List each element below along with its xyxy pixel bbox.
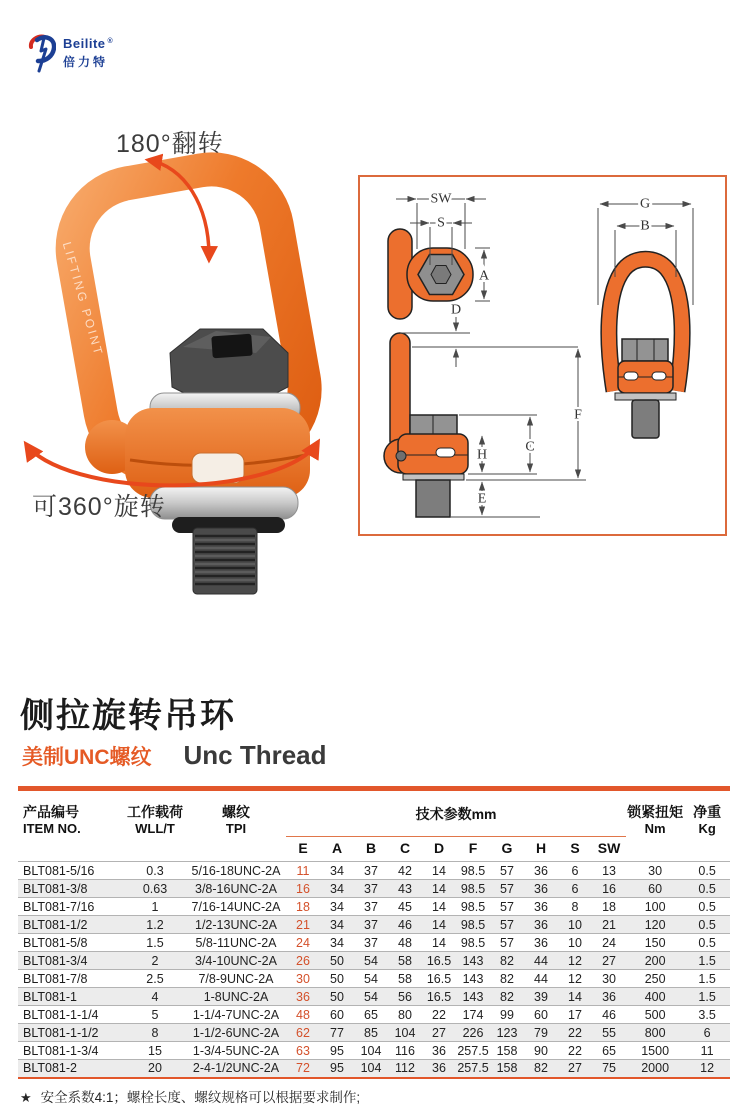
cell-kg: 3.5 — [698, 1007, 716, 1022]
table-row — [18, 952, 730, 970]
cell-d: 14 — [432, 863, 446, 878]
rotate-360-label: 可360°旋转 — [32, 493, 166, 521]
cell-kg: 11 — [700, 1043, 714, 1058]
cell-sw: 30 — [602, 971, 617, 986]
cell-g: 82 — [500, 989, 514, 1004]
cell-kg: 0.5 — [698, 917, 716, 932]
header-col-g: G — [501, 840, 513, 856]
cell-e: 62 — [296, 1025, 310, 1040]
cell-a: 50 — [330, 971, 344, 986]
cell-f: 98.5 — [460, 935, 486, 950]
table-row — [18, 1042, 730, 1060]
cell-c: 46 — [398, 917, 412, 932]
cell-sw: 13 — [602, 863, 617, 878]
table-row — [18, 1006, 730, 1024]
cell-g: 158 — [496, 1043, 518, 1058]
cell-a: 60 — [330, 1007, 344, 1022]
spec-table — [18, 795, 730, 1079]
cell-e: 26 — [296, 953, 310, 968]
cell-c: 104 — [394, 1025, 416, 1040]
cell-kg: 12 — [700, 1061, 715, 1076]
cell-s: 12 — [568, 971, 582, 986]
cell-sw: 21 — [602, 917, 617, 932]
cell-f: 98.5 — [460, 863, 486, 878]
cell-h: 90 — [534, 1043, 548, 1058]
cell-item-no: BLT081-1 — [23, 989, 77, 1004]
cell-s: 8 — [571, 899, 579, 914]
dimension-diagram — [360, 177, 725, 534]
table-header — [18, 795, 730, 862]
cell-item-no: BLT081-7/8 — [23, 971, 88, 986]
cell-g: 123 — [496, 1025, 518, 1040]
table-row — [18, 970, 730, 988]
threaded-stud — [193, 528, 257, 594]
cell-f: 143 — [462, 989, 484, 1004]
cell-tpi: 1-1/2-6UNC-2A — [192, 1025, 280, 1040]
cell-d: 14 — [432, 899, 446, 914]
cell-b: 104 — [360, 1043, 382, 1058]
thread-standard-en: Unc Thread — [183, 740, 327, 770]
header-wll: 工作载荷 WLL/T — [127, 804, 183, 836]
cell-nm: 100 — [644, 899, 666, 914]
cell-d: 14 — [432, 935, 446, 950]
cell-nm: 120 — [644, 917, 666, 932]
cell-wll: 1.5 — [146, 935, 164, 950]
cell-kg: 0.5 — [698, 881, 716, 896]
cell-s: 6 — [571, 863, 579, 878]
cell-sw: 65 — [602, 1043, 617, 1058]
cell-sw: 55 — [602, 1025, 617, 1040]
cell-g: 82 — [500, 971, 514, 986]
cell-a: 50 — [330, 989, 344, 1004]
footnote-text: 安全系数4:1；螺栓长度、螺纹规格可以根据要求制作; — [40, 1090, 361, 1105]
thread-standard-zh: 美制UNC螺纹 — [22, 746, 152, 769]
cell-g: 57 — [500, 881, 514, 896]
flip-180-label: 180°翻转 — [116, 130, 224, 158]
cell-f: 143 — [462, 953, 484, 968]
cell-tpi: 3/4-10UNC-2A — [195, 953, 277, 968]
cell-s: 10 — [568, 935, 582, 950]
cell-f: 226 — [462, 1025, 484, 1040]
cell-b: 65 — [364, 1007, 378, 1022]
cell-d: 16.5 — [426, 971, 452, 986]
table-row — [18, 1024, 730, 1042]
dim-label-e: E — [477, 491, 487, 507]
cell-f: 98.5 — [460, 917, 486, 932]
cell-e: 63 — [296, 1043, 310, 1058]
cell-s: 12 — [568, 953, 582, 968]
cell-h: 79 — [534, 1025, 548, 1040]
header-weight: 净重 Kg — [693, 804, 722, 836]
cell-wll: 5 — [151, 1007, 159, 1022]
side-view — [384, 333, 468, 517]
table-row — [18, 880, 730, 898]
header-col-s: S — [570, 840, 580, 856]
table-row — [18, 1060, 730, 1078]
cell-nm: 30 — [648, 863, 663, 878]
table-row — [18, 988, 730, 1006]
cell-b: 54 — [364, 989, 378, 1004]
front-view — [609, 259, 682, 438]
cell-s: 27 — [568, 1061, 582, 1076]
cell-s: 14 — [568, 989, 582, 1004]
cell-nm: 1500 — [641, 1043, 670, 1058]
cell-h: 44 — [534, 971, 548, 986]
cell-wll: 4 — [151, 989, 159, 1004]
dim-label-s: S — [437, 215, 445, 231]
product-photo — [20, 135, 360, 605]
brand-name-zh: 倍力特 — [63, 55, 109, 69]
cell-tpi: 7/8-9UNC-2A — [198, 971, 274, 986]
cell-f: 143 — [462, 971, 484, 986]
cell-b: 104 — [360, 1061, 382, 1076]
cell-a: 34 — [330, 935, 344, 950]
cell-kg: 0.5 — [698, 899, 716, 914]
cell-sw: 24 — [602, 935, 617, 950]
cell-f: 98.5 — [460, 899, 486, 914]
cell-d: 36 — [432, 1061, 446, 1076]
cell-c: 45 — [398, 899, 412, 914]
header-col-b: B — [365, 840, 377, 856]
cell-item-no: BLT081-7/16 — [23, 899, 95, 914]
header-tpi: 螺纹 TPI — [222, 804, 250, 836]
footnote — [20, 1086, 360, 1106]
cell-b: 54 — [364, 953, 378, 968]
header-tech-params: 技术参数mm — [286, 795, 626, 837]
cell-h: 82 — [534, 1061, 548, 1076]
cell-nm: 500 — [644, 1007, 666, 1022]
cell-item-no: BLT081-1-1/4 — [23, 1007, 99, 1022]
cell-tpi: 7/16-14UNC-2A — [191, 899, 281, 914]
dimension-diagram-box — [358, 175, 727, 536]
cell-tpi: 2-4-1/2UNC-2A — [192, 1061, 280, 1076]
cell-d: 22 — [432, 1007, 446, 1022]
header-item-no: 产品编号 ITEM NO. — [23, 804, 81, 836]
cell-kg: 1.5 — [698, 989, 716, 1004]
cell-item-no: BLT081-5/8 — [23, 935, 88, 950]
dim-label-a: A — [478, 268, 490, 284]
table-row — [18, 916, 730, 934]
table-row — [18, 934, 730, 952]
cell-sw: 36 — [602, 989, 617, 1004]
cell-b: 54 — [364, 971, 378, 986]
cell-item-no: BLT081-2 — [23, 1061, 77, 1076]
registered-mark: ® — [107, 37, 114, 45]
cell-s: 17 — [568, 1007, 582, 1022]
table-body — [18, 862, 730, 1078]
cell-tpi: 1-8UNC-2A — [203, 989, 269, 1004]
cell-e: 48 — [296, 1007, 310, 1022]
star-icon: ★ — [20, 1090, 32, 1105]
cell-b: 37 — [364, 863, 378, 878]
cell-nm: 60 — [648, 881, 663, 896]
cell-sw: 18 — [602, 899, 617, 914]
cell-item-no: BLT081-1/2 — [23, 917, 88, 932]
table-row — [18, 898, 730, 916]
cell-c: 42 — [398, 863, 412, 878]
cell-item-no: BLT081-3/4 — [23, 953, 88, 968]
cell-sw: 75 — [602, 1061, 617, 1076]
cell-nm: 800 — [644, 1025, 666, 1040]
cell-sw: 16 — [602, 881, 617, 896]
cell-f: 98.5 — [460, 881, 486, 896]
dim-label-b: B — [640, 218, 650, 234]
cell-c: 56 — [398, 989, 412, 1004]
cell-h: 60 — [534, 1007, 548, 1022]
header-col-a: A — [331, 840, 343, 856]
cell-s: 22 — [568, 1025, 582, 1040]
cell-a: 34 — [330, 863, 344, 878]
header-col-c: C — [399, 840, 411, 856]
header-col-sw: SW — [597, 840, 621, 856]
cell-sw: 46 — [602, 1007, 617, 1022]
cell-item-no: BLT081-5/16 — [23, 863, 95, 878]
cell-h: 39 — [534, 989, 548, 1004]
cell-nm: 400 — [644, 989, 666, 1004]
dim-label-d: D — [450, 302, 462, 318]
cell-b: 85 — [364, 1025, 378, 1040]
cell-f: 257.5 — [457, 1061, 489, 1076]
header-col-f: F — [468, 840, 478, 856]
cell-d: 16.5 — [426, 989, 452, 1004]
cell-b: 37 — [364, 935, 378, 950]
cell-wll: 15 — [148, 1043, 162, 1058]
cell-s: 6 — [571, 881, 579, 896]
cell-a: 95 — [330, 1061, 344, 1076]
cell-g: 57 — [500, 863, 514, 878]
cell-kg: 0.5 — [698, 863, 716, 878]
cell-c: 58 — [398, 971, 412, 986]
dim-label-sw: SW — [430, 191, 452, 207]
cell-wll: 2 — [151, 953, 159, 968]
cell-tpi: 1/2-13UNC-2A — [195, 917, 277, 932]
cell-c: 58 — [398, 953, 412, 968]
cell-a: 95 — [330, 1043, 344, 1058]
cell-kg: 0.5 — [698, 935, 716, 950]
cell-d: 14 — [432, 917, 446, 932]
cell-kg: 6 — [703, 1025, 711, 1040]
cell-nm: 150 — [644, 935, 666, 950]
dim-label-g: G — [639, 196, 651, 212]
cell-h: 36 — [534, 863, 548, 878]
cell-a: 50 — [330, 953, 344, 968]
cell-e: 72 — [296, 1061, 310, 1076]
header-torque: 锁紧扭矩 Nm — [627, 804, 684, 836]
cell-a: 34 — [330, 881, 344, 896]
cell-g: 57 — [500, 917, 514, 932]
table-row — [18, 862, 730, 880]
cell-s: 22 — [568, 1043, 582, 1058]
header-col-h: H — [535, 840, 547, 856]
cell-f: 174 — [462, 1007, 484, 1022]
brand-name: Beilite ® — [63, 36, 114, 51]
cell-item-no: BLT081-3/8 — [23, 881, 88, 896]
accent-rule — [18, 786, 730, 791]
cell-d: 14 — [432, 881, 446, 896]
cell-h: 36 — [534, 899, 548, 914]
cell-wll: 0.63 — [142, 881, 168, 896]
header-col-e: E — [298, 840, 308, 856]
ring-embossed-text: LIFTING POINT — [59, 240, 106, 359]
cell-wll: 0.3 — [146, 863, 164, 878]
cell-g: 57 — [500, 899, 514, 914]
cell-c: 48 — [398, 935, 412, 950]
cell-item-no: BLT081-1-3/4 — [23, 1043, 99, 1058]
cell-wll: 8 — [151, 1025, 159, 1040]
cell-b: 37 — [364, 917, 378, 932]
cell-wll: 1.2 — [146, 917, 164, 932]
cell-tpi: 5/16-18UNC-2A — [191, 863, 281, 878]
cell-tpi: 3/8-16UNC-2A — [195, 881, 277, 896]
cell-tpi: 5/8-11UNC-2A — [195, 935, 277, 950]
brand-logo-icon — [26, 32, 56, 74]
cell-a: 77 — [330, 1025, 344, 1040]
lower-washer — [150, 487, 298, 519]
cell-s: 10 — [568, 917, 582, 932]
cell-a: 34 — [330, 917, 344, 932]
hex-bolt-head — [170, 329, 288, 401]
cell-b: 37 — [364, 899, 378, 914]
cell-d: 27 — [432, 1025, 446, 1040]
cell-d: 36 — [432, 1043, 446, 1058]
brand-logo — [26, 32, 113, 74]
cell-kg: 1.5 — [698, 953, 716, 968]
cell-e: 30 — [296, 971, 310, 986]
cell-e: 11 — [296, 863, 310, 878]
dim-label-f: F — [574, 407, 582, 423]
cell-nm: 200 — [644, 953, 666, 968]
cell-c: 43 — [398, 881, 412, 896]
cell-e: 16 — [296, 881, 310, 896]
cell-item-no: BLT081-1-1/2 — [23, 1025, 99, 1040]
header-col-d: D — [433, 840, 445, 856]
cell-e: 21 — [296, 917, 310, 932]
cell-d: 16.5 — [426, 953, 452, 968]
cell-sw: 27 — [602, 953, 617, 968]
cell-tpi: 1-3/4-5UNC-2A — [192, 1043, 280, 1058]
product-title: 侧拉旋转吊环 — [20, 697, 236, 735]
cell-g: 99 — [500, 1007, 514, 1022]
cell-nm: 250 — [644, 971, 666, 986]
dim-label-c: C — [525, 439, 535, 455]
cell-g: 57 — [500, 935, 514, 950]
cell-tpi: 1-1/4-7UNC-2A — [192, 1007, 280, 1022]
cell-nm: 2000 — [641, 1061, 670, 1076]
cell-c: 112 — [395, 1061, 415, 1076]
cell-kg: 1.5 — [698, 971, 716, 986]
cell-b: 37 — [364, 881, 378, 896]
cell-g: 158 — [496, 1061, 518, 1076]
cell-wll: 2.5 — [146, 971, 164, 986]
dim-label-h: H — [476, 447, 488, 463]
cell-h: 36 — [534, 935, 548, 950]
cell-c: 80 — [398, 1007, 412, 1022]
cell-e: 36 — [296, 989, 310, 1004]
cell-h: 44 — [534, 953, 548, 968]
cell-wll: 1 — [151, 899, 159, 914]
cell-e: 18 — [296, 899, 310, 914]
cell-a: 34 — [330, 899, 344, 914]
cell-c: 116 — [395, 1043, 415, 1058]
cell-e: 24 — [296, 935, 310, 950]
cell-h: 36 — [534, 881, 548, 896]
thread-subtitle — [22, 740, 327, 771]
cell-wll: 20 — [148, 1061, 162, 1076]
cell-h: 36 — [534, 917, 548, 932]
cell-g: 82 — [500, 953, 514, 968]
cell-f: 257.5 — [457, 1043, 489, 1058]
